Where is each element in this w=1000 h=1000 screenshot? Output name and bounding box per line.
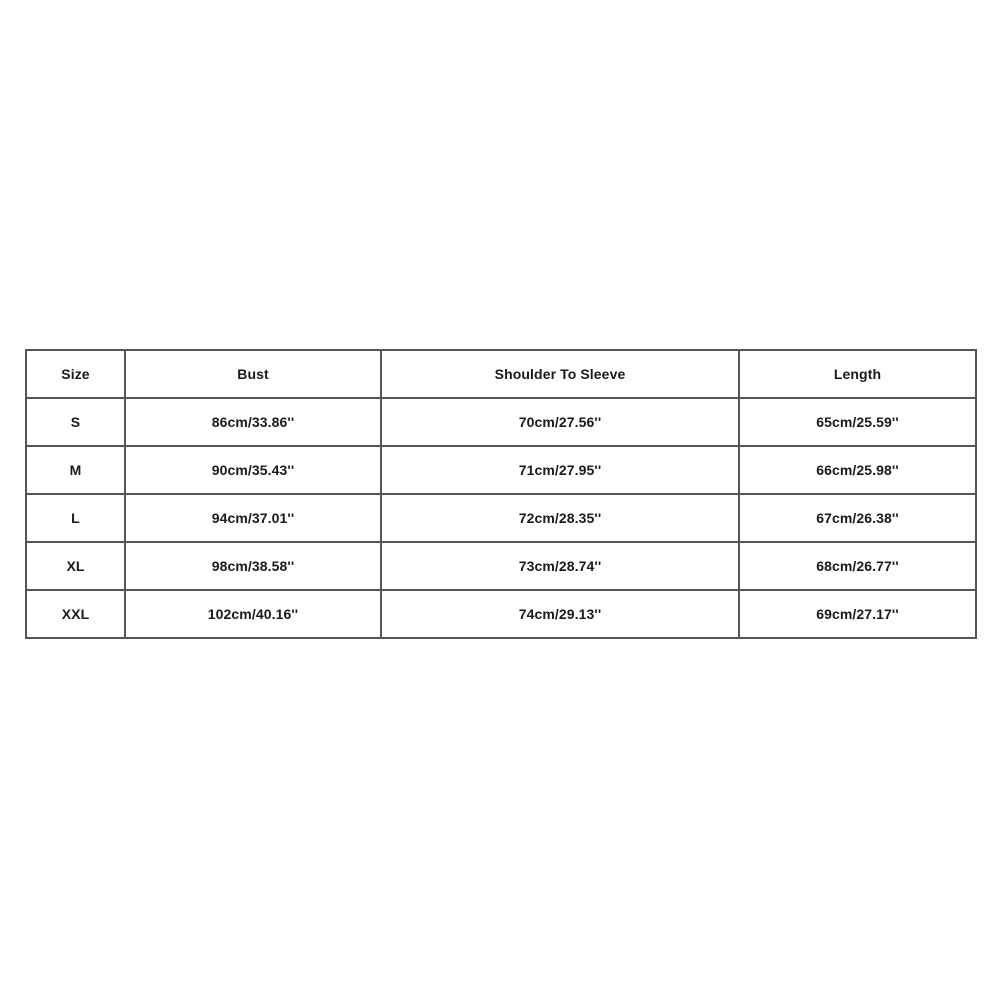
cell-length: 68cm/26.77''	[739, 542, 976, 590]
cell-length: 66cm/25.98''	[739, 446, 976, 494]
cell-shoulder-to-sleeve: 71cm/27.95''	[381, 446, 739, 494]
cell-length: 65cm/25.59''	[739, 398, 976, 446]
cell-length: 67cm/26.38''	[739, 494, 976, 542]
size-chart-table	[25, 349, 977, 639]
header-length: Length	[739, 350, 976, 398]
header-shoulder-to-sleeve: Shoulder To Sleeve	[381, 350, 739, 398]
cell-shoulder-to-sleeve: 70cm/27.56''	[381, 398, 739, 446]
cell-bust: 90cm/35.43''	[125, 446, 381, 494]
table-row	[26, 398, 976, 446]
cell-size: XL	[26, 542, 125, 590]
header-bust: Bust	[125, 350, 381, 398]
cell-size: XXL	[26, 590, 125, 638]
table-header-row	[26, 350, 976, 398]
cell-bust: 98cm/38.58''	[125, 542, 381, 590]
cell-size: S	[26, 398, 125, 446]
cell-size: M	[26, 446, 125, 494]
cell-bust: 102cm/40.16''	[125, 590, 381, 638]
table-row	[26, 542, 976, 590]
cell-shoulder-to-sleeve: 74cm/29.13''	[381, 590, 739, 638]
table-row	[26, 494, 976, 542]
cell-length: 69cm/27.17''	[739, 590, 976, 638]
header-size: Size	[26, 350, 125, 398]
cell-shoulder-to-sleeve: 72cm/28.35''	[381, 494, 739, 542]
cell-shoulder-to-sleeve: 73cm/28.74''	[381, 542, 739, 590]
table-row	[26, 446, 976, 494]
cell-bust: 86cm/33.86''	[125, 398, 381, 446]
cell-size: L	[26, 494, 125, 542]
cell-bust: 94cm/37.01''	[125, 494, 381, 542]
table-row	[26, 590, 976, 638]
